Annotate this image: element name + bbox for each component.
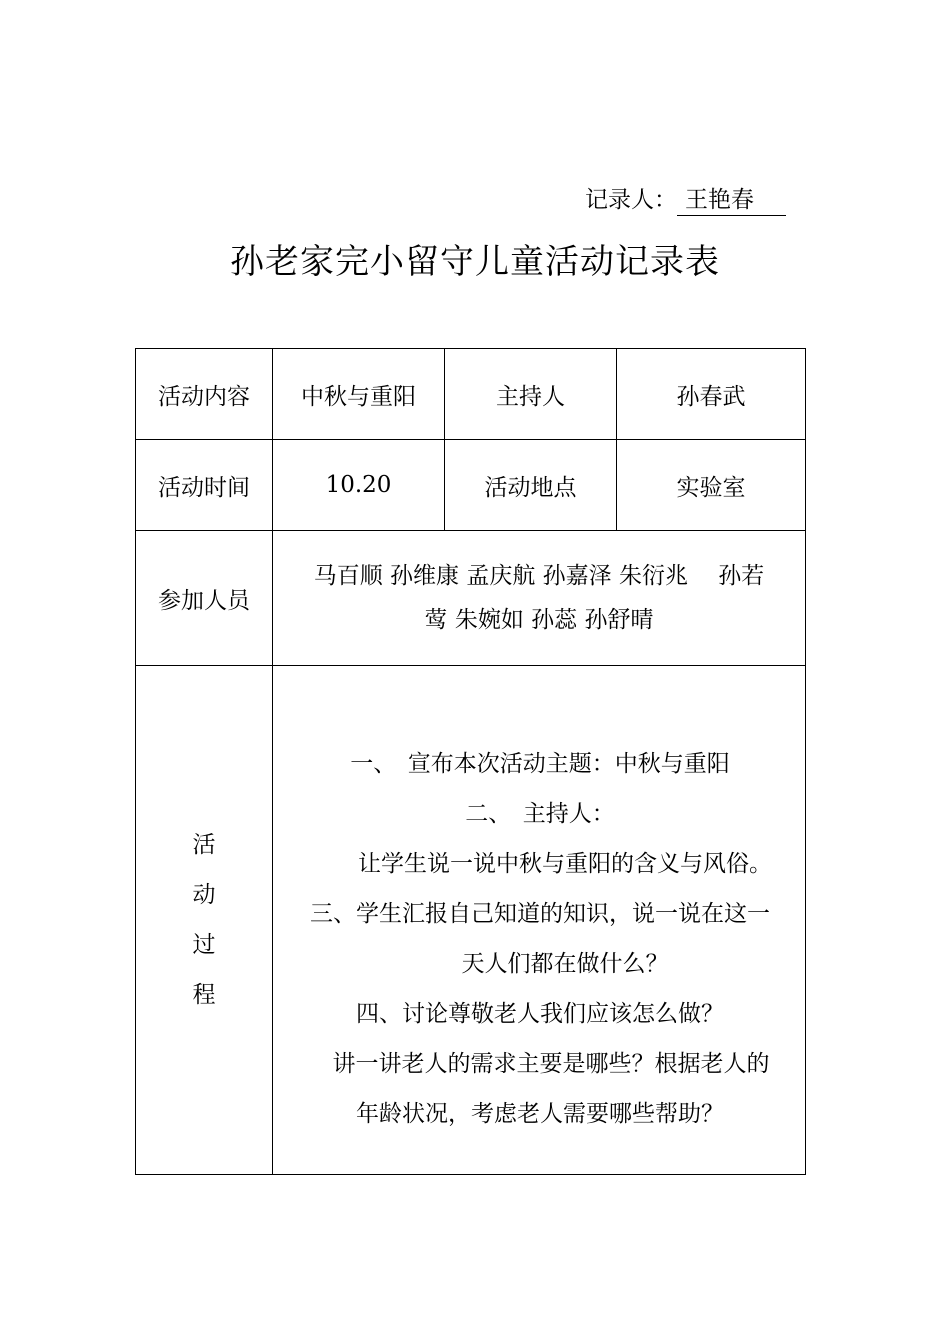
time-value: 10.20 xyxy=(273,440,445,531)
page-title: 孙老家完小留守儿童活动记录表 xyxy=(230,242,720,282)
recorder-name: 王艳春 xyxy=(677,185,786,216)
process-line: 讲一讲老人的需求主要是哪些？根据老人的 xyxy=(332,1051,770,1077)
process-line: 年龄状况，考虑老人需要哪些帮助？ xyxy=(356,1101,724,1127)
participants-line-1: 马百顺 孙维康 孟庆航 孙嘉泽 朱衍兆 孙若 xyxy=(313,563,765,589)
host-label: 主持人 xyxy=(445,349,617,440)
host-value: 孙春武 xyxy=(617,349,806,440)
table-row xyxy=(136,349,806,440)
table-row xyxy=(136,440,806,531)
table-row xyxy=(136,666,806,1175)
process-line: 天人们都在做什么？ xyxy=(461,951,669,977)
process-label-char: 程 xyxy=(192,982,216,1008)
place-label: 活动地点 xyxy=(445,440,617,531)
activity-record-table xyxy=(135,348,806,1175)
table-row xyxy=(136,531,806,666)
process-label-char: 活 xyxy=(192,832,216,858)
process-cell xyxy=(273,666,806,1175)
content-value: 中秋与重阳 xyxy=(273,349,445,440)
process-line: 让学生说一说中秋与重阳的含义与风俗。 xyxy=(358,851,772,877)
recorder-label: 记录人： xyxy=(585,187,677,213)
time-label: 活动时间 xyxy=(136,440,273,531)
content-label: 活动内容 xyxy=(136,349,273,440)
process-label-char: 过 xyxy=(192,932,216,958)
process-line: 四、讨论尊敬老人我们应该怎么做？ xyxy=(356,1001,724,1027)
place-value: 实验室 xyxy=(617,440,806,531)
process-label-cell xyxy=(136,666,273,1175)
participants-cell xyxy=(273,531,806,666)
process-line: 一、 宣布本次活动主题：中秋与重阳 xyxy=(350,751,730,777)
process-label-char: 动 xyxy=(192,882,216,908)
recorder-line xyxy=(585,184,786,216)
process-line: 二、 主持人： xyxy=(465,801,615,827)
participants-line-2: 莺 朱婉如 孙蕊 孙舒晴 xyxy=(424,607,654,633)
process-line: 三、学生汇报自己知道的知识，说一说在这一 xyxy=(310,901,770,927)
participants-label: 参加人员 xyxy=(136,531,273,666)
